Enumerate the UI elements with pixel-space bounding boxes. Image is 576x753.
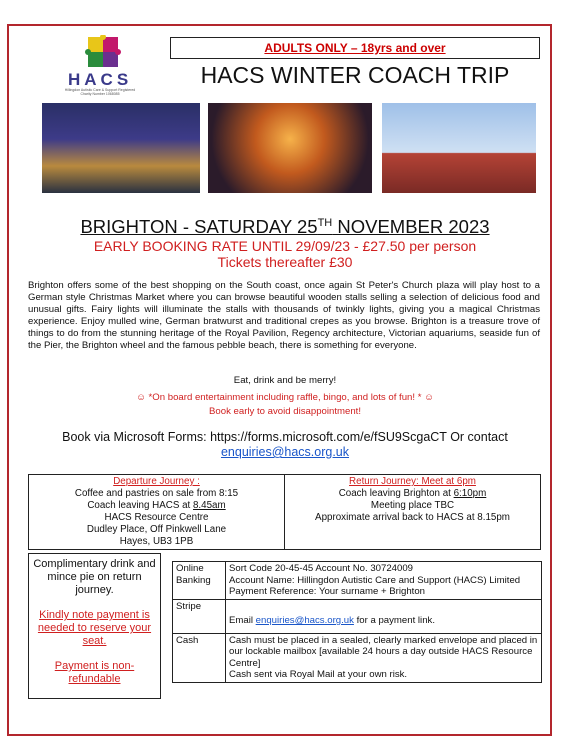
complimentary-box <box>28 553 161 699</box>
smiley-icon: ☺ <box>421 392 434 403</box>
pricing <box>20 238 550 270</box>
logo-subtext: Hillingdon Autistic Care & Support Registered Charity Number 1068085 <box>64 88 136 96</box>
booking-info <box>20 430 550 460</box>
return-cell: Return Journey: Meet at 6pm Coach leaving Brighton at 6:10pm Meeting place TBC Approximate arrival back to HACS at 8.15pm <box>285 475 541 550</box>
contact-email-link[interactable]: enquiries@hacs.org.uk <box>220 445 350 459</box>
stripe-label: Stripe <box>173 599 226 633</box>
smiley-icon: ☺ <box>136 392 149 403</box>
brighton-pier-photo <box>42 103 200 193</box>
table-row <box>173 562 542 600</box>
adults-only-banner: ADULTS ONLY – 18yrs and over <box>170 37 540 59</box>
stripe-details: Email enquiries@hacs.org.uk for a payment link. <box>226 599 542 633</box>
logo-text: HACS <box>68 70 133 89</box>
ticket-price-after: Tickets thereafter £30 <box>217 254 353 270</box>
departure-heading: Departure Journey : <box>113 476 200 487</box>
payment-table <box>172 561 542 683</box>
onboard-entertainment: ☺ *On board entertainment including raffle, bingo, and lots of fun! * ☺ Book early to avoid disappointment! <box>136 392 434 417</box>
booking-text: Book via Microsoft Forms: https://forms.microsoft.com/e/fSU9ScgaCT Or contact <box>62 430 508 444</box>
eat-drink-line: Eat, drink and be merry! <box>233 375 337 386</box>
online-banking-details: Sort Code 20-45-45 Account No. 30724009 Account Name: Hillingdon Autistic Care and Support (HACS) Limited Payment Reference: Your surname + Brighton <box>226 562 542 600</box>
journey-table <box>28 474 541 550</box>
christmas-market-photo <box>208 103 372 193</box>
table-row <box>173 633 542 682</box>
complimentary-text: Complimentary drink and mince pie on return journey. <box>33 558 156 596</box>
departure-cell: Departure Journey : Coffee and pastries on sale from 8:15 Coach leaving HACS at 8.45am HACS Resource Centre Dudley Place, Off Pinkwell Lane Hayes, UB3 1PB <box>29 475 285 550</box>
return-heading: Return Journey: Meet at 6pm <box>349 476 476 487</box>
brighton-wheel-photo <box>382 103 536 193</box>
online-banking-label: Online Banking <box>173 562 226 600</box>
stripe-email-link[interactable]: enquiries@hacs.org.uk <box>255 615 354 626</box>
trip-title: HACS WINTER COACH TRIP <box>200 62 510 88</box>
non-refundable-note: Payment is non-refundable <box>54 660 135 685</box>
cash-details: Cash must be placed in a sealed, clearly marked envelope and placed in our lockable mailbox [available 24 hours a day outside HACS Resource Centre] Cash sent via Royal Mail at your own risk. <box>226 633 542 682</box>
payment-note: Kindly note payment is needed to reserve your seat. <box>37 609 152 647</box>
early-booking-rate: EARLY BOOKING RATE UNTIL 29/09/23 - £27.50 per person <box>93 238 477 254</box>
table-row <box>173 599 542 633</box>
event-headline: BRIGHTON - SATURDAY 25TH NOVEMBER 2023 <box>80 216 490 237</box>
cash-label: Cash <box>173 633 226 682</box>
description-paragraph: Brighton offers some of the best shopping on the South coast, once again St Peter's Church plaza will play host to a German style Christmas Market where you can browse beautiful wooden stalls selling a selection of delicious food and unusual gifts. Fairy lights will illuminate the stalls with thousands of twinkly lights, giving you a magical Christmas experience. Enjoy mulled wine, German bratwurst and traditional crepes as you browse. Brighton is a treasure trove of things to do from the stunning heritage of the Royal Pavilion, Regency architecture, Victorian aquariums, seaside fun of the Pier, the Brighton wheel and the famous pebble beach, there is something for everyone. <box>28 280 540 351</box>
